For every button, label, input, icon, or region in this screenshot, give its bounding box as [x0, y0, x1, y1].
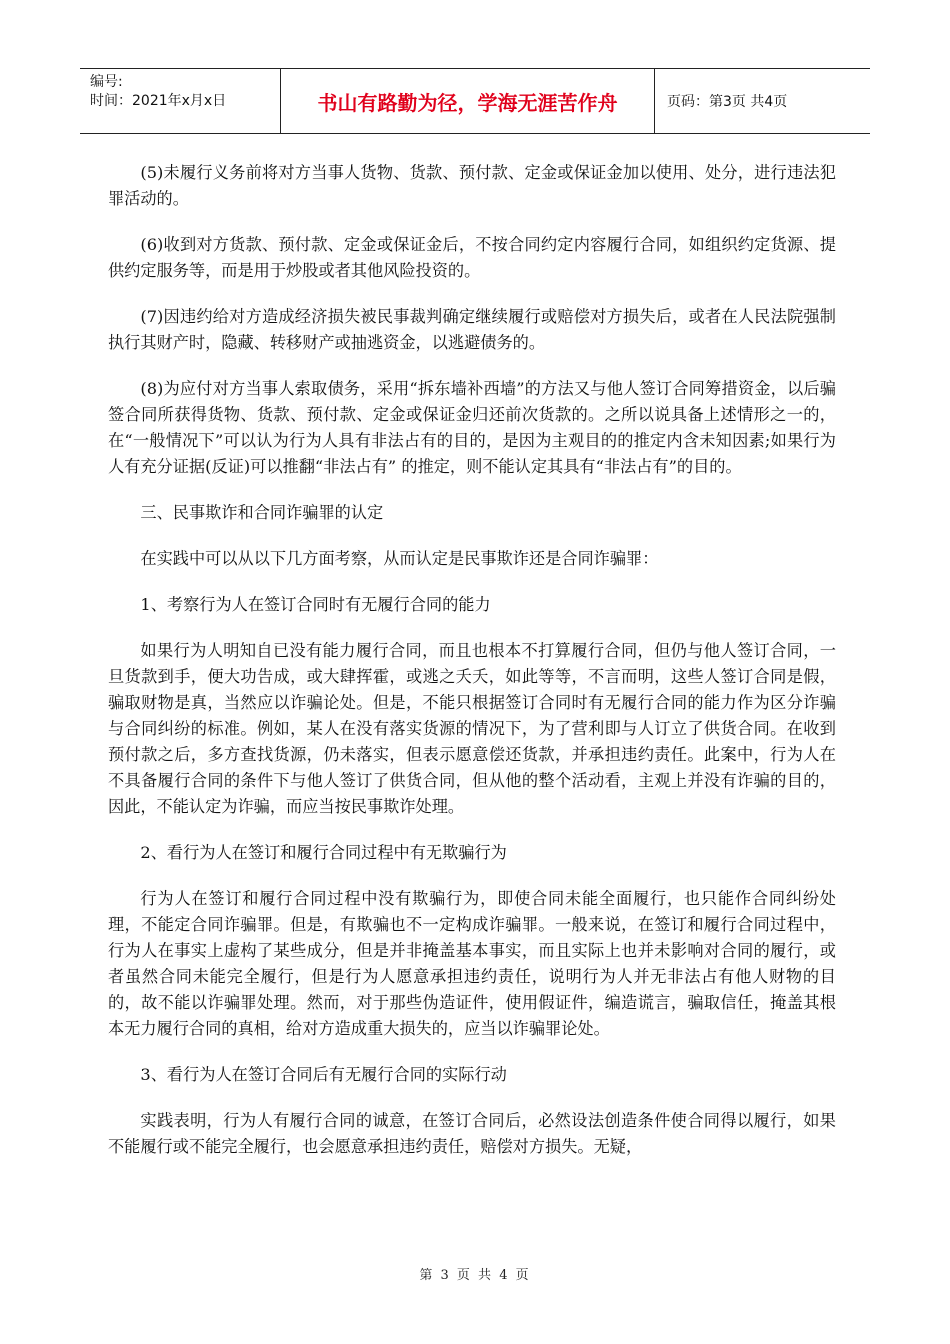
paragraph-performance: 实践表明，行为人有履行合同的诚意，在签订合同后，必然设法创造条件使合同得以履行，如果不能履行或不能完全履行，也会愿意承担违约责任，赔偿对方损失。无疑，	[108, 1111, 836, 1156]
header-meta	[80, 69, 281, 133]
subheading-1: 1、考察行为人在签订合同时有无履行合同的能力	[140, 595, 491, 614]
paragraph-7: (7)因违约给对方造成经济损失被民事裁判确定继续履行或赔偿对方损失后，或者在人民法院强制执行其财产时，隐藏、转移财产或抽逃资金，以逃避债务的。	[108, 307, 836, 352]
paragraph-capability: 如果行为人明知自已没有能力履行合同，而且也根本不打算履行合同，但仍与他人签订合同，一旦货款到手，便大功告成，或大肆挥霍，或逃之夭夭，如此等等，不言而明，这些人签订合同是假，骗取财物是真，当然应以诈骗论处。但是，不能只根据签订合同时有无履行合同的能力作为区分诈骗与合同纠纷的标准。例如，某人在没有落实货源的情况下，为了营利即与人订立了供货合同。在收到预付款之后，多方查找货源，仍未落实，但表示愿意偿还货款，并承担违约责任。此案中，行为人在不具备履行合同的条件下与他人签订了供货合同，但从他的整个活动看，主观上并没有诈骗的目的，因此，不能认定为诈骗，而应当按民事欺诈处理。	[108, 641, 836, 816]
paragraph-6: (6)收到对方货款、预付款、定金或保证金后，不按合同约定内容履行合同，如组织约定货源、提供约定服务等，而是用于炒股或者其他风险投资的。	[108, 235, 836, 280]
page-footer: 第 3 页 共 4 页	[419, 1268, 531, 1283]
subheading-2: 2、看行为人在签订和履行合同过程中有无欺骗行为	[140, 843, 507, 862]
page-header	[80, 68, 870, 134]
paragraph-8: (8)为应付对方当事人索取债务，采用“拆东墙补西墙”的方法又与他人签订合同筹措资金，以后骗签合同所获得货物、货款、预付款、定金或保证金归还前次货款的。之所以说具备上述情形之一的，在“一般情况下”可以认为行为人具有非法占有的目的，是因为主观目的的推定内含未知因素;如果行为人有充分证据(反证)可以推翻“非法占有” 的推定，则不能认定其具有“非法占有”的目的。	[108, 379, 836, 476]
paragraph-deception: 行为人在签订和履行合同过程中没有欺骗行为，即使合同未能全面履行，也只能作合同纠纷处理，不能定合同诈骗罪。但是，有欺骗也不一定构成诈骗罪。一般来说，在签订和履行合同过程中，行为人在事实上虚构了某些成分，但是并非掩盖基本事实，而且实际上也并未影响对合同的履行，或者虽然合同未能完全履行，但是行为人愿意承担违约责任，说明行为人并无非法占有他人财物的目的，故不能以诈骗罪处理。然而，对于那些伪造证件，使用假证件，编造谎言，骗取信任，掩盖其根本无力履行合同的真相，给对方造成重大损失的，应当以诈骗罪论处。	[108, 889, 836, 1038]
document-body	[108, 160, 836, 1160]
section-heading-3: 三、民事欺诈和合同诈骗罪的认定	[140, 503, 384, 522]
document-date: 时间：2021年x月x日	[90, 93, 227, 109]
paragraph-5: (5)未履行义务前将对方当事人货物、货款、预付款、定金或保证金加以使用、处分，进行违法犯罪活动的。	[108, 163, 836, 208]
header-motto: 书山有路勤为径，学海无涯苦作舟	[281, 69, 655, 133]
header-page-info: 页码：第3页 共4页	[667, 94, 788, 110]
document-number-label: 编号:	[90, 74, 123, 90]
subheading-3: 3、看行为人在签订合同后有无履行合同的实际行动	[140, 1065, 507, 1084]
section-intro: 在实践中可以从以下几方面考察，从而认定是民事欺诈还是合同诈骗罪：	[140, 549, 659, 568]
